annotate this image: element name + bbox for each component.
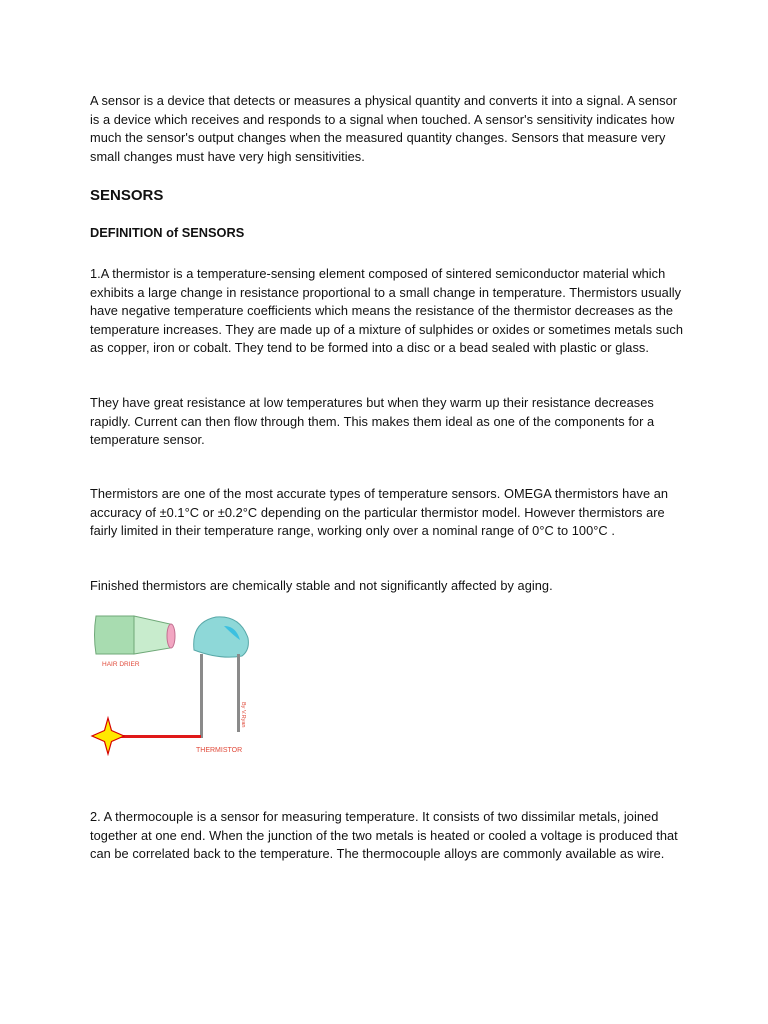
aging-paragraph: Finished thermistors are chemically stable and not significantly affected by aging. xyxy=(90,578,553,593)
accuracy-paragraph: Thermistors are one of the most accurate types of temperature sensors. OMEGA thermistors have an accuracy of ±0.1°C or ±0.2°C depending on the particular thermistor model. However thermistors are fairly limited in their temperature range, working only over a nominal range of 0°C to 100°C . xyxy=(90,486,669,539)
thermistor-definition-paragraph: 1.A thermistor is a temperature-sensing element composed of sintered semiconductor material which exhibits a large change in resistance proportional to a small change in temperature. Thermistors usually have negative temperature coefficients which means the resistance of the thermistor decreases as the temperature increases. They are made up of a mixture of sulphides or oxides or sometimes metals such as copper, iron or cobalt. They tend to be formed into a disc or a bead sealed with plastic or glass. xyxy=(90,266,683,356)
thermocouple-definition-paragraph: 2. A thermocouple is a sensor for measuring temperature. It consists of two dissimilar metals, joined together at one end. When the junction of the two metals is heated or cooled a voltage is produced that can be correlated back to the temperature. The thermocouple alloys are commonly available as wire. xyxy=(90,809,678,862)
spark-shape xyxy=(92,718,124,754)
hair-drier-nozzle-shape xyxy=(134,616,170,654)
signal-wire xyxy=(120,735,201,738)
thermistor-bead-shape xyxy=(194,617,249,657)
section-heading: SENSORS xyxy=(90,187,164,204)
resistance-paragraph: They have great resistance at low temperatures but when they warm up their resistance decreases rapidly. Current can then flow through them. This makes them ideal as one of the components for a temperature sensor. xyxy=(90,395,655,448)
subsection-heading: DEFINITION of SENSORS xyxy=(90,225,245,240)
thermistor-diagram xyxy=(90,610,308,768)
hair-drier-body-shape xyxy=(95,616,135,654)
thermistor-figure xyxy=(90,610,308,768)
intro-paragraph: A sensor is a device that detects or measures a physical quantity and converts it into a signal. A sensor is a device which receives and responds to a signal when touched. A sensor's sensitivity indicates how much the sensor's output changes when the measured quantity changes. Sensors that measure very small changes must have very high sensitivities. xyxy=(90,93,678,164)
hair-drier-tip-shape xyxy=(167,624,175,648)
credit-label: By V.Ryan xyxy=(240,702,246,728)
thermistor-right-lead xyxy=(237,654,240,732)
thermistor-label: THERMISTOR xyxy=(196,747,243,754)
thermistor-left-lead xyxy=(200,654,203,738)
hair-drier-label: HAIR DRIER xyxy=(102,661,140,668)
